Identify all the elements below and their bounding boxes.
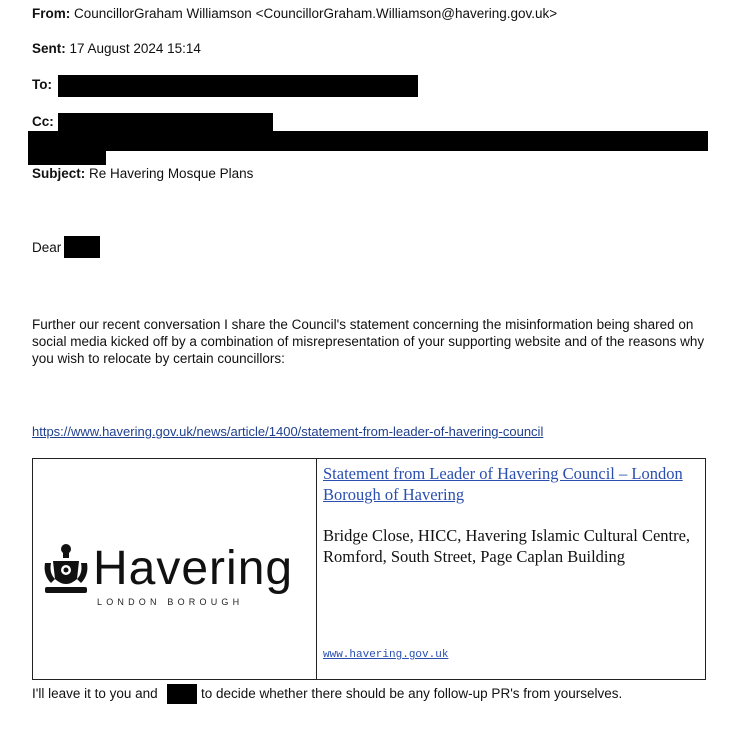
closing-name-redaction [167,684,197,704]
greeting-text: Dear [32,240,62,255]
sent-line [32,41,201,56]
article-link-line [32,424,543,439]
closing-text-after: to decide whether there should be any follow-up PR's from yourselves. [201,686,623,701]
greeting [32,240,61,255]
greeting-name-redaction [64,236,100,258]
card-description: Bridge Close, HICC, Havering Islamic Cultural Centre, Romford, South Street, Page Caplan Building [323,526,691,566]
coat-of-arms-icon [41,541,91,597]
subject-label: Subject: [32,166,86,181]
closing-line-rest [201,686,622,701]
card-site-link[interactable]: www.havering.gov.uk [323,649,449,661]
closing-line [32,686,158,701]
to-redaction [58,75,418,97]
logo-subtitle: LONDON BOROUGH [97,597,244,607]
havering-logo [41,531,301,607]
sent-label: Sent: [32,41,66,56]
sent-value: 17 August 2024 15:14 [69,41,201,56]
subject-line [32,166,253,181]
from-label: From: [32,6,71,21]
logo-wordmark: Havering [93,542,294,595]
cc-redaction-1 [58,113,273,133]
cc-redaction-3 [28,150,106,165]
cc-label: Cc: [32,114,54,129]
link-preview-card[interactable] [32,458,706,680]
to-line [32,77,52,92]
closing-text-before: I'll leave it to you and [32,686,158,701]
card-title-link[interactable]: Statement from Leader of Havering Council – London Borough of Havering [323,464,683,504]
article-link[interactable]: https://www.havering.gov.uk/news/article/1400/statement-from-leader-of-havering-council [32,424,544,439]
card-divider [316,459,317,679]
from-value[interactable]: CouncillorGraham Williamson <CouncillorGraham.Williamson@havering.gov.uk> [74,6,558,21]
subject-value: Re Havering Mosque Plans [89,166,254,181]
body-paragraph: Further our recent conversation I share the Council's statement concerning the misinformation being shared on social media kicked off by a combination of misrepresentation of your supporting website and of the reasons why you wish to relocate by certain councillors: [32,317,705,366]
cc-redaction-2 [28,131,708,151]
to-label: To: [32,77,52,92]
from-line [32,6,557,21]
cc-line [32,114,54,129]
